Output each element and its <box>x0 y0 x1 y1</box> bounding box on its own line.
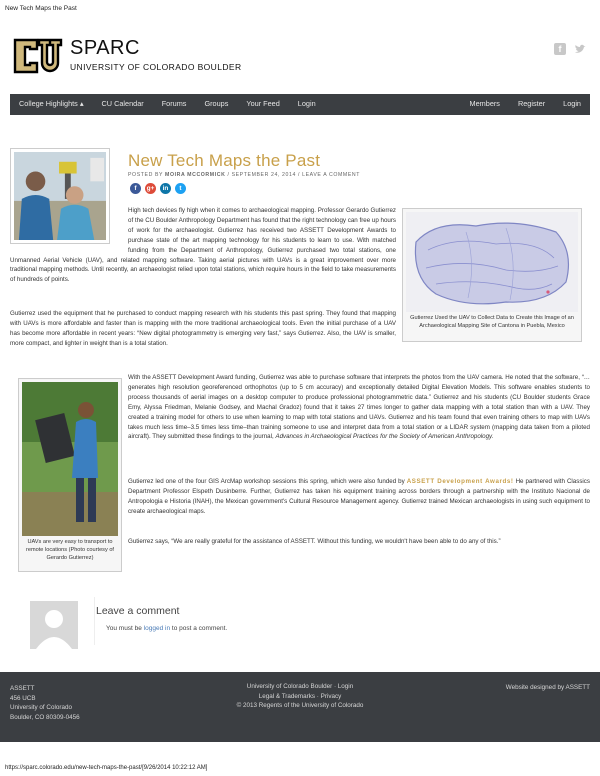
share-buttons <box>130 183 186 194</box>
share-linkedin-icon[interactable]: in <box>160 183 171 194</box>
paragraph-2: Gutierrez used the equipment that he purchased to conduct mapping research with his students this past spring. They found that mapping with UAVs is more affordable and faster than is mapping with the more traditional archaeological tools. Even the initial purchase of a UAV has become more affordable in recent years: “New digital photogrammetry is emerging very fast,” says Gutierrez. Also, the UAV is smaller, more compact, and lighter in weight than is a total station. <box>10 310 396 347</box>
nav-register[interactable]: Register <box>517 99 546 109</box>
share-twitter-icon[interactable]: t <box>175 183 186 194</box>
post-title: New Tech Maps the Past <box>128 151 321 170</box>
meta-rest[interactable]: / SEPTEMBER 24, 2014 / LEAVE A COMMENT <box>227 172 361 178</box>
print-page-title: New Tech Maps the Past <box>5 5 77 12</box>
nav-cu-calendar[interactable]: CU Calendar <box>101 99 144 109</box>
paragraph-4: Gutierrez led one of the four GIS ArcMap workshop sessions this spring, which were also funded by ASSETT Development Awards! He partnered with Classics Department Professor Elspeth Dusinberre. Further, Gutierrez has taken his equipment training across borders through a partnership with the Instituto Nacional de Antropologia e Historia (INAH), the Mexican government's Cultural Resource Management agency. Gutierrez trained Mexican archaeologists in using such equipment to create archaeological maps. <box>128 478 590 515</box>
footer-link-cu[interactable]: University of Colorado Boulder · Login <box>246 683 354 690</box>
cantona-map-image <box>406 212 578 312</box>
site-footer <box>0 672 600 742</box>
comment-title: Leave a comment <box>96 605 180 617</box>
nav-members[interactable]: Members <box>469 99 500 109</box>
twitter-icon[interactable] <box>574 43 586 55</box>
meta-prefix: POSTED BY <box>128 172 163 178</box>
map-figure <box>402 208 582 342</box>
comment-login-note: You must be logged in to post a comment. <box>106 625 228 632</box>
nav-login-left[interactable]: Login <box>297 99 316 109</box>
nav-forums[interactable]: Forums <box>161 99 187 109</box>
nav-login-right[interactable]: Login <box>563 99 581 109</box>
footer-links <box>200 682 400 711</box>
header-social <box>554 43 586 55</box>
uav-transport-photo <box>22 382 118 536</box>
paragraph-3: With the ASSETT Development Award funding, Gutierrez was able to purchase software that interprets the photos from the UAV camera. He noted that the software, “… generates high resolution georeferenced orthophotos (up to 5 cm accuracy) and exceptionally detailed Digital Elevation Models. This software enables students to process thousands of aerial images on a desktop computer to produce professional photogrammetric data.” Gutierrez and his students (CU Boulder students Grace Emy, Alyssa Friedman, Melanie Godsey, and Machal Gradoz) found that it takes 27 times longer to gather data mapping with a total station than with a UAV. They created a training model for others to use when learning to map with total stations and UAVs. Gutierrez and his team found that even training others to map with UAVs takes much less time–3.5 times less time–than training someone to use and interpret data from a total station or a LIDAR system (mapping data taken from a piloted aircraft). They submitted these findings to the journal, Advances in Archaeological Practices for the Society of American Anthropology. <box>128 374 590 441</box>
paragraph-5: Gutierrez says, “We are really grateful for the assistance of ASSETT. Without this funding, we wouldn't have been able to do any of this.” <box>128 538 501 545</box>
footer-link-legal[interactable]: Legal & Trademarks · Privacy <box>258 692 342 700</box>
footer-copyright: © 2013 Regents of the University of Colorado <box>236 702 364 709</box>
post-meta <box>128 172 360 179</box>
avatar <box>30 601 78 649</box>
cu-logo-icon <box>12 34 66 78</box>
brand-name: SPARC <box>70 37 140 60</box>
assett-awards-link[interactable]: ASSETT Development Awards! <box>406 478 514 485</box>
nav-college-highlights[interactable]: College Highlights ▴ <box>19 99 84 109</box>
share-googleplus-icon[interactable]: g+ <box>145 183 156 194</box>
paragraph-1: High tech devices fly high when it comes to archaeological mapping. Professor Gerardo Gutierrez of the CU Boulder Anthropology Department has found that the right technology can free up hours of work for the archaeologist. Gutierrez has received two ASSETT Development Awards to purchase state of the art mapping technology for his students to learn to use. With matched funding from the Department of Anthropology, Gutierrez purchased two total stations, one Unmanned Aerial Vehicle (UAV), and related mapping software. Taking aerial pictures with UAVs is a great improvement over more traditional mapping methods. Until recently, an archaeologist relied upon total stations, which require hours in the field to take measurements of hundreds of points. <box>10 207 396 284</box>
main-nav <box>10 94 590 115</box>
map-caption: Gutierrez Used the UAV to Collect Data to Create this Image of an Archaeological Mapping Site of Cantona in Puebla, Mexico <box>410 315 574 329</box>
journal-title: Advances in Archaeological Practices for the Society of American Anthropology. <box>275 433 494 441</box>
site-logo[interactable] <box>12 34 241 78</box>
footer-credit[interactable]: Website designed by ASSETT <box>505 684 590 691</box>
uav-caption: UAVs are very easy to transport to remote locations (Photo courtesy of Gerardo Gutierrez) <box>26 539 114 561</box>
brand-subtitle: UNIVERSITY OF COLORADO BOULDER <box>70 62 242 73</box>
logged-in-link[interactable]: logged in <box>143 625 171 632</box>
nav-groups[interactable]: Groups <box>204 99 229 109</box>
uav-figure <box>18 378 122 572</box>
share-facebook-icon[interactable]: f <box>130 183 141 194</box>
default-avatar-icon <box>30 601 78 649</box>
print-url: https://sparc.colorado.edu/new-tech-maps-the-past/[9/26/2014 10:22:12 AM] <box>5 765 208 771</box>
facebook-icon[interactable]: f <box>554 43 566 55</box>
nav-your-feed[interactable]: Your Feed <box>246 99 280 109</box>
footer-address: ASSETT 456 UCB University of Colorado Boulder, CO 80309-0456 <box>10 685 80 721</box>
post-author[interactable]: MOIRA MCCORMICK <box>165 172 226 178</box>
